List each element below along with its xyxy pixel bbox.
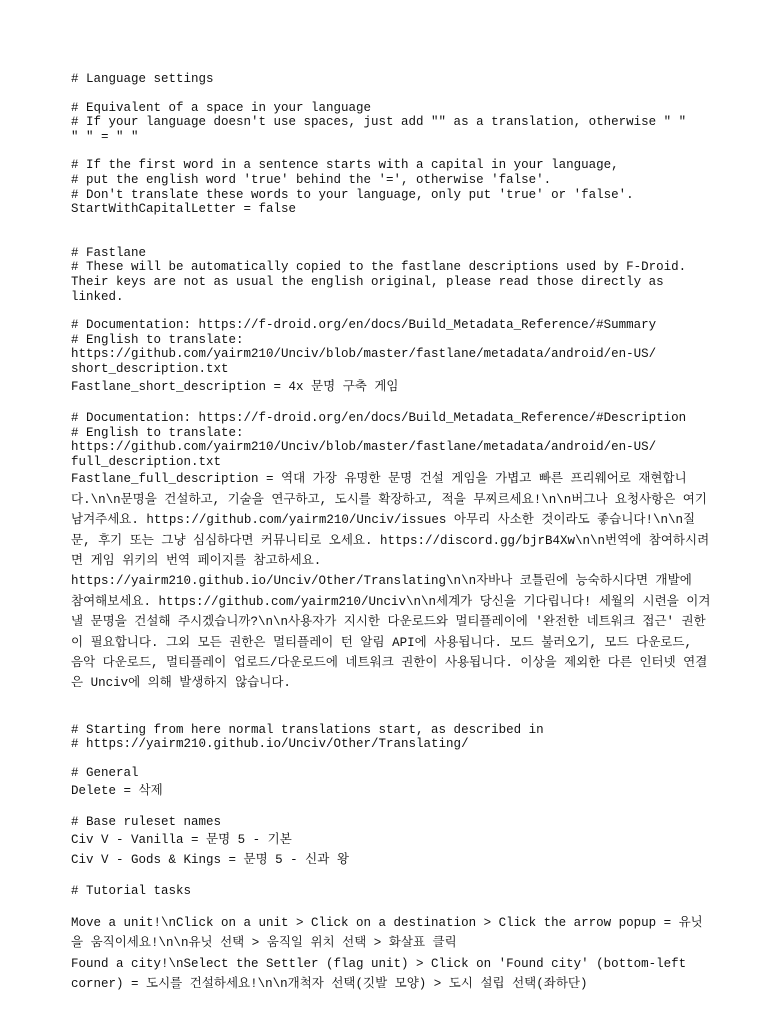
text-line: Found a city!\nSelect the Settler (flag unit) > Click on 'Found city' (bottom-left corner) = 도시를 건설하세요!\n\n개척자 선택(깃발 모양) > 도시 설립 선택(좌하단) [71, 956, 694, 992]
comment-line: # English to translate: [71, 332, 244, 347]
section-tutorial-entries [71, 913, 711, 995]
section-general [71, 766, 711, 801]
comment-line: # General [71, 765, 139, 780]
text-line: https://github.com/yairm210/Unciv/blob/master/fastlane/metadata/android/en-US/ [71, 347, 657, 362]
text-line: Civ V - Gods & Kings = 문명 5 - 신과 왕 [71, 852, 349, 867]
section-normal-start [71, 723, 711, 752]
section-fastlane-intro [71, 246, 711, 304]
section-full-description [71, 410, 715, 694]
text-line: Fastlane_full_description = 역대 가장 유명한 문명 건설 게임을 가볍고 빠른 프리웨어로 재현합니다.\n\n문명을 건설하고, 기술을 연구하고, 도시를 확장하고, 적을 무찌르세요!\n\n버그나 요청사항은 여기 남겨주세요. https://github.com/yairm210/Unciv/issues 아무리 사소한 것이라도 좋습니다!\n\n질문, 후기 또는 그냥 심심하다면 커뮤니티로 오세요. https://discord.gg/bjrB4Xw\n\n번역에 참여하시려면 게임 위키의 번역 페이지를 참고하세요. https://yairm210.github.io/Unciv/Other/Translating\n\n자바나 코틀린에 능숙하시다면 개발에 참여해보세요. https://github.com/yairm210/Unciv\n\n세계가 당신을 기다립니다! 세월의 시련을 이겨낼 문명을 건설해 주시겠습니까?\n\n사용자가 지시한 다운로드와 멀티플레이에 '완전한 네트워크 접근' 권한이 필요합니다. 그외 모든 권한은 멀티플레이 턴 알림 API에 사용됩니다. 모드 불러오기, 모드 다운로드, 음악 다운로드, 멀티플레이 업로드/다운로드에 네트워크 권한이 사용됩니다. 이상을 제외한 다른 인터넷 연결은 Unciv에 의해 발생하지 않습니다. [71, 472, 715, 691]
section-lang-header [71, 72, 711, 87]
comment-line: # Base ruleset names [71, 814, 222, 829]
text-line: Delete = 삭제 [71, 783, 163, 798]
comment-line: # Language settings [71, 72, 214, 86]
text-line: " " = " " [71, 129, 139, 144]
comment-line: # put the english word 'true' behind the '=', otherwise 'false'. [71, 172, 552, 187]
section-capital-letter [71, 158, 711, 216]
text-line: short_description.txt [71, 361, 229, 376]
comment-line: # Tutorial tasks [71, 884, 192, 899]
comment-line: # https://yairm210.github.io/Unciv/Other/Translating/ [71, 737, 469, 752]
section-short-description [71, 318, 711, 397]
comment-line: # Starting from here normal translations start, as described in [71, 722, 544, 737]
comment-line: # Documentation: https://f-droid.org/en/docs/Build_Metadata_Reference/#Summary [71, 318, 657, 333]
text-line: Civ V - Vanilla = 문명 5 - 기본 [71, 832, 292, 847]
text-line: Move a unit!\nClick on a unit > Click on a destination > Click the arrow popup = 유닛을 움직이세요!\n\n유닛 선택 > 움직일 위치 선택 > 화살표 클릭 [71, 915, 703, 951]
section-space-equivalent [71, 101, 711, 145]
text-line: https://github.com/yairm210/Unciv/blob/master/fastlane/metadata/android/en-US/ [71, 440, 657, 455]
comment-line: # If the first word in a sentence starts with a capital in your language, [71, 158, 619, 173]
section-tutorial-tasks [71, 884, 711, 899]
text-line: full_description.txt [71, 454, 222, 469]
comment-line: # If your language doesn't use spaces, just add "" as a translation, otherwise " " [71, 115, 687, 130]
translation-file-document [71, 72, 715, 1009]
text-line: Fastlane_short_description = 4x 문명 구축 게임 [71, 379, 399, 394]
section-ruleset-names [71, 815, 711, 870]
comment-line: # Fastlane [71, 245, 147, 260]
comment-line: # Documentation: https://f-droid.org/en/docs/Build_Metadata_Reference/#Description [71, 410, 687, 425]
comment-line: # Equivalent of a space in your language [71, 100, 372, 115]
comment-line: # Don't translate these words to your language, only put 'true' or 'false'. [71, 187, 634, 202]
comment-line: # These will be automatically copied to the fastlane descriptions used by F-Droid. Their keys are not as usual the english original, please read those directly as linked. [71, 260, 694, 304]
text-line: StartWithCapitalLetter = false [71, 202, 297, 217]
comment-line: # English to translate: [71, 425, 244, 440]
